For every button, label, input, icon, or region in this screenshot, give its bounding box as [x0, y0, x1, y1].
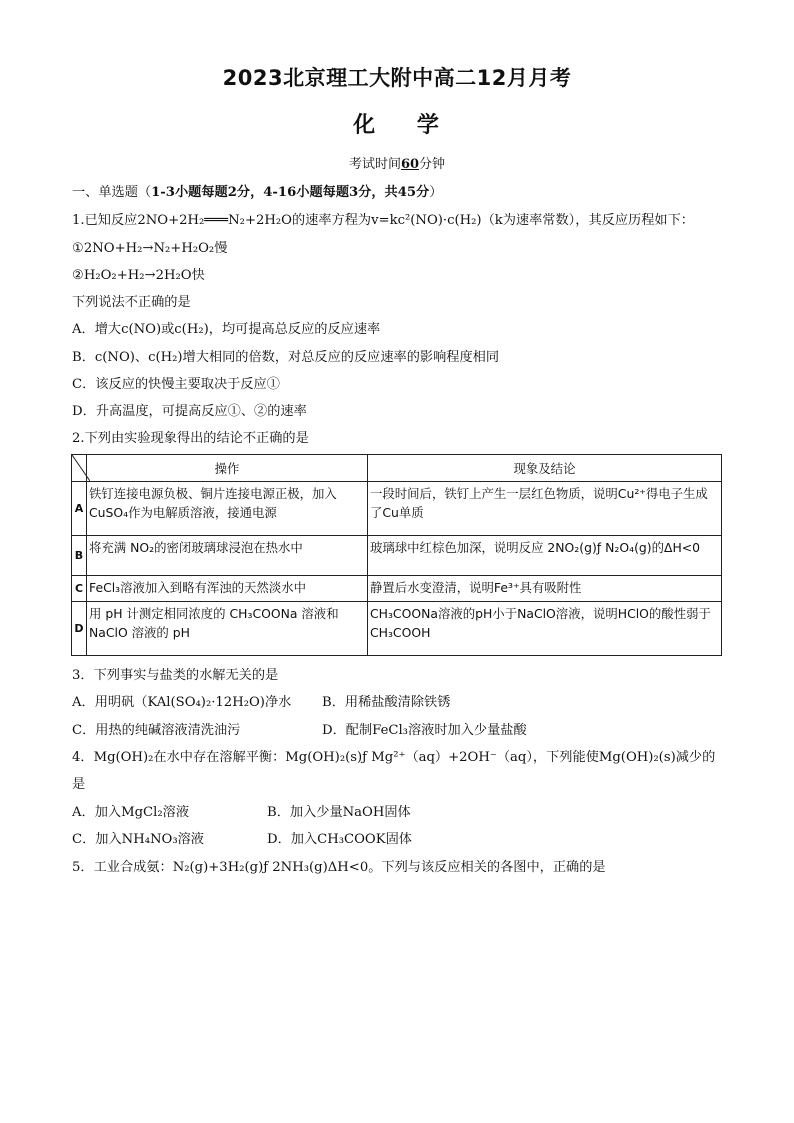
- q1-stem: 1.已知反应2NO+2H₂═══N₂+2H₂O的速率方程为v=kc²(NO)·c(H₂)（k为速率常数），其反应历程如下：: [72, 213, 694, 228]
- q4-stem-line1: 4．Mg(OH)₂在水中存在溶解平衡：Mg(OH)₂(s)ƒ Mg²⁺（aq）+2OH⁻（aq），下列能使Mg(OH)₂(s)减少的: [72, 750, 716, 765]
- q4-stem-line2: 是: [72, 777, 86, 792]
- row-label: D: [72, 602, 87, 656]
- col-header-result: 现象及结论: [368, 455, 722, 482]
- table-row: [72, 602, 722, 656]
- q3-option-c: C．用热的纯碱溶液清洗油污: [72, 723, 241, 738]
- q3-option-d: D．配制FeCl₃溶液时加入少量盐酸: [322, 723, 527, 738]
- row-operation: 铁钉连接电源负极、铜片连接电源正极，加入 CuSO₄作为电解质溶液，接通电源: [87, 482, 368, 536]
- q5-stem: 5．工业合成氨：N₂(g)+3H₂(g)ƒ 2NH₃(g)ΔH<0。下列与该反应相关的各图中，正确的是: [72, 860, 606, 875]
- section-heading-suffix: ）: [429, 185, 443, 200]
- q4-options-row1: [72, 801, 411, 820]
- q3-option-a: A．用明矾（KAl(SO₄)₂·12H₂O)净水: [72, 695, 292, 710]
- q4-options-row2: [72, 828, 412, 847]
- row-result: 一段时间后，铁钉上产生一层红色物质，说明Cu²⁺得电子生成了Cu单质: [368, 482, 722, 536]
- table-header-row: [72, 455, 722, 482]
- row-operation: 将充满 NO₂的密闭玻璃球浸泡在热水中: [87, 536, 368, 576]
- subject-title: 化 学: [353, 113, 441, 138]
- col-header-operation: 操作: [87, 455, 368, 482]
- q4-option-d: D．加入CH₃COOK固体: [267, 832, 412, 847]
- row-operation: FeCl₃溶液加入到略有浑浊的天然淡水中: [87, 576, 368, 602]
- table-corner-cell: [72, 455, 87, 482]
- exam-time-suffix: 分钟: [419, 157, 446, 172]
- q1-step1: ①2NO+H₂→N₂+H₂O₂慢: [72, 241, 228, 256]
- section-heading: [72, 181, 442, 200]
- section-heading-prefix: 一、单选题（: [72, 185, 152, 200]
- section-heading-bold: 1-3小题每题2分，4-16小题每题3分，共45分: [151, 185, 430, 200]
- q1-prompt: 下列说法不正确的是: [72, 295, 191, 310]
- exam-time-prefix: 考试时间: [348, 157, 401, 172]
- diagonal-line-icon: [72, 455, 90, 481]
- row-label: B: [72, 536, 87, 576]
- table-row: [72, 482, 722, 536]
- exam-time: [0, 153, 794, 172]
- row-result: 玻璃球中红棕色加深，说明反应 2NO₂(g)ƒ N₂O₄(g)的ΔH<0: [368, 536, 722, 576]
- row-label: C: [72, 576, 87, 602]
- row-operation: 用 pH 计测定相同浓度的 CH₃COONa 溶液和 NaClO 溶液的 pH: [87, 602, 368, 656]
- q1-option-d: D．升高温度，可提高反应①、②的速率: [72, 404, 307, 419]
- q3-options-row2: [72, 719, 527, 738]
- q3-option-b: B．用稀盐酸清除铁锈: [322, 695, 451, 710]
- table-row: [72, 536, 722, 576]
- q1-option-b: B．c(NO)、c(H₂)增大相同的倍数，对总反应的反应速率的影响程度相同: [72, 350, 500, 365]
- table-row: [72, 576, 722, 602]
- row-result: CH₃COONa溶液的pH小于NaClO溶液，说明HClO的酸性弱于CH₃COOH: [368, 602, 722, 656]
- experiment-table: [71, 454, 722, 656]
- row-result: 静置后水变澄清，说明Fe³⁺具有吸附性: [368, 576, 722, 602]
- q1-option-a: A．增大c(NO)或c(H₂)，均可提高总反应的反应速率: [72, 322, 381, 337]
- q4-option-c: C．加入NH₄NO₃溶液: [72, 832, 204, 847]
- q3-stem: 3．下列事实与盐类的水解无关的是: [72, 668, 279, 683]
- q4-option-a: A．加入MgCl₂溶液: [72, 805, 189, 820]
- row-label: A: [72, 482, 87, 536]
- exam-time-minutes: 60: [400, 157, 420, 172]
- q3-options-row1: [72, 691, 451, 710]
- q2-stem: 2.下列由实验现象得出的结论不正确的是: [72, 431, 309, 446]
- exam-title: 2023北京理工大附中高二12月月考: [222, 66, 572, 90]
- q1-option-c: C．该反应的快慢主要取决于反应①: [72, 377, 280, 392]
- q1-step2: ②H₂O₂+H₂→2H₂O快: [72, 268, 205, 283]
- q4-option-b: B．加入少量NaOH固体: [267, 805, 411, 820]
